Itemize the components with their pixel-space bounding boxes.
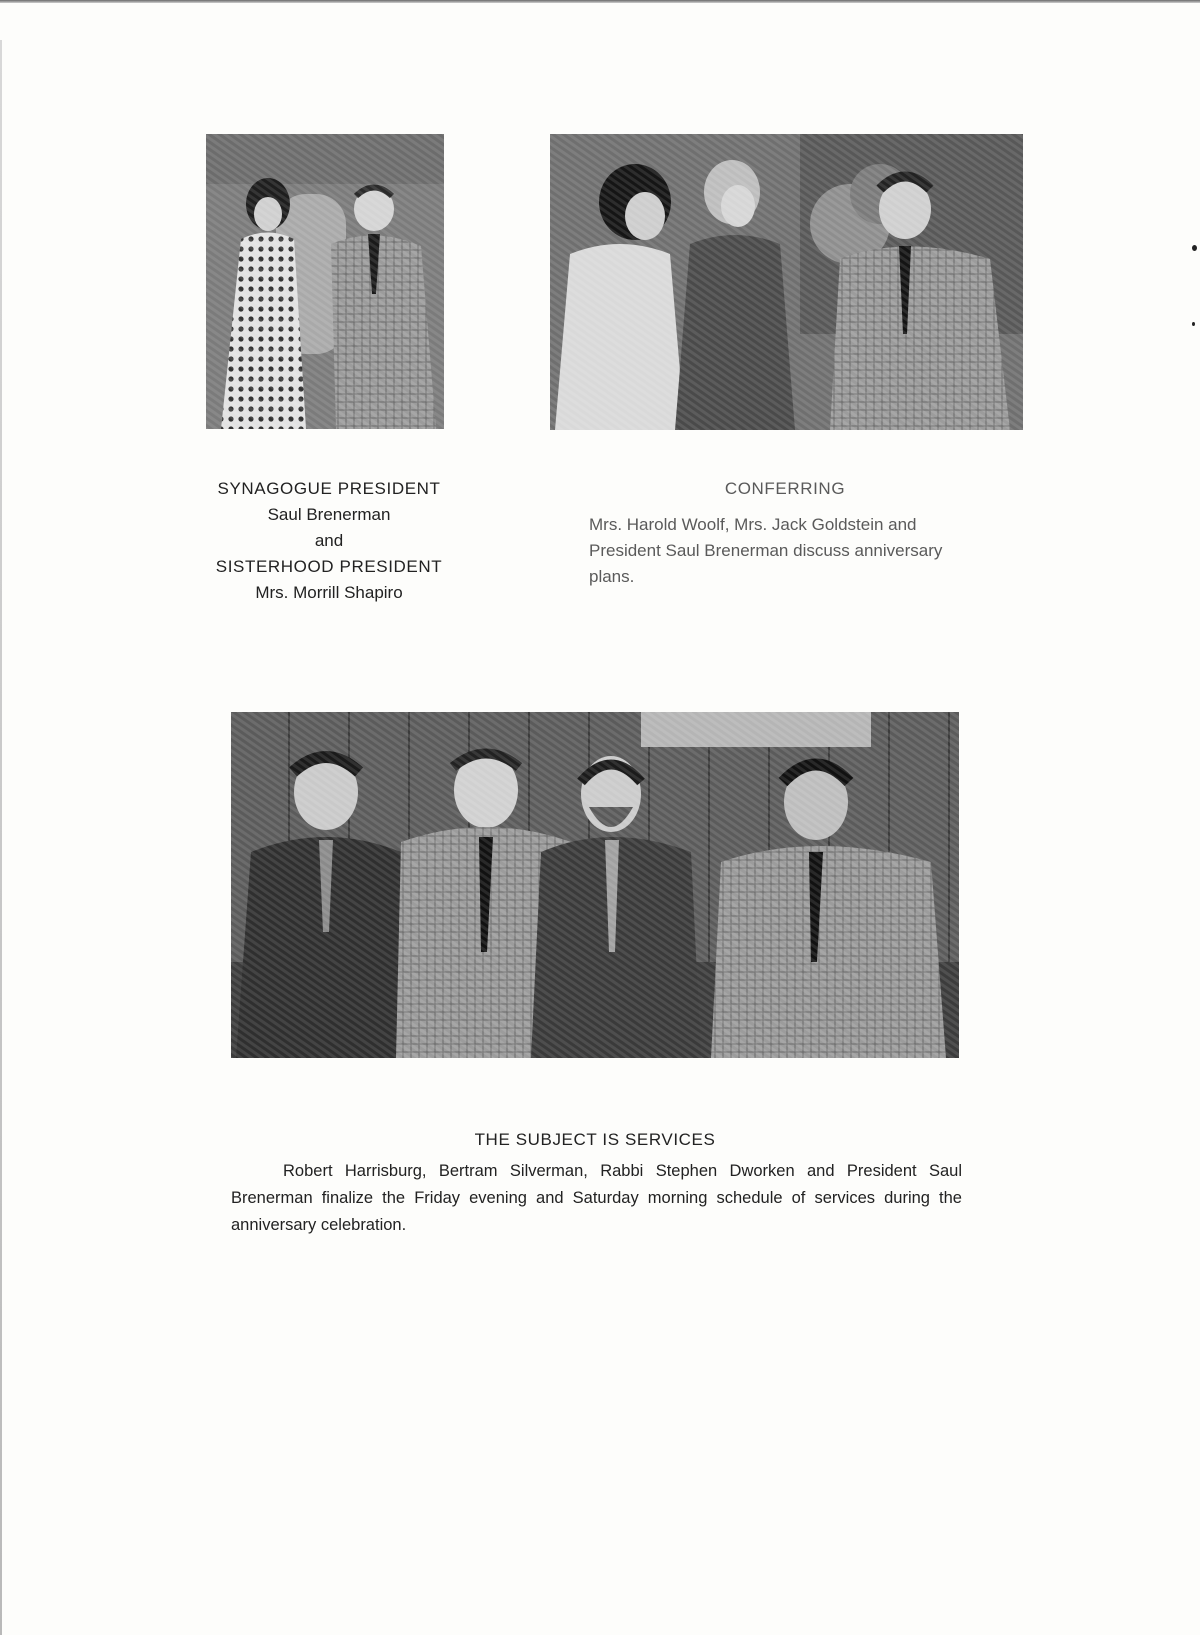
- scan-speck: [1192, 322, 1195, 326]
- caption-line: Saul Brenerman: [267, 505, 391, 524]
- services-photo-icon: [231, 712, 959, 1058]
- services-caption-body: Robert Harrisburg, Bertram Silverman, Rabbi Stephen Dworken and President Saul Brenerman finalize the Friday evening and Saturday morning schedule of services during the anniversary celebration.: [231, 1162, 962, 1234]
- conferring-photo-icon: [550, 134, 1023, 430]
- presidents-caption: [180, 476, 478, 606]
- caption-line: SISTERHOOD PRESIDENT: [215, 557, 443, 576]
- page-left-edge: [0, 40, 2, 1635]
- presidents-photo: [206, 134, 444, 429]
- caption-line: SYNAGOGUE PRESIDENT: [217, 479, 441, 498]
- conferring-caption-body: Mrs. Harold Woolf, Mrs. Jack Goldstein and President Saul Brenerman discuss anniversary plans.: [589, 515, 943, 586]
- scan-speck: [1192, 245, 1197, 251]
- page-top-edge: [0, 0, 1200, 3]
- conferring-photo: [550, 134, 1023, 430]
- conferring-caption-title: CONFERRING: [724, 479, 846, 498]
- caption-line: and: [314, 531, 344, 550]
- services-caption-title: THE SUBJECT IS SERVICES: [474, 1130, 716, 1149]
- presidents-photo-icon: [206, 134, 444, 429]
- services-photo: [231, 712, 959, 1058]
- caption-line: Mrs. Morrill Shapiro: [255, 583, 403, 602]
